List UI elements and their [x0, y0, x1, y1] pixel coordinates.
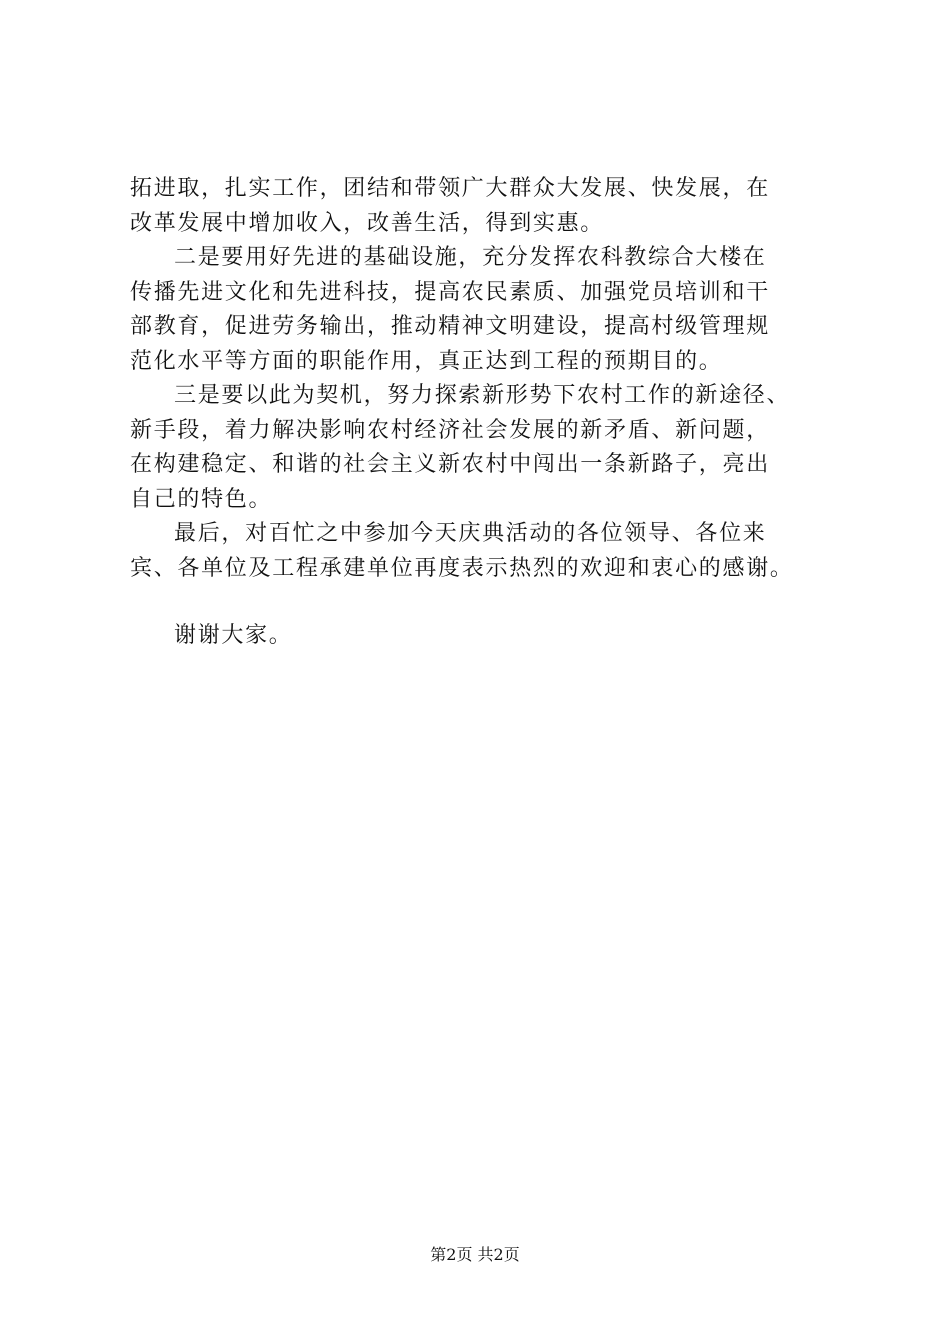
paragraph-line: 二是要用好先进的基础设施，充分发挥农科教综合大楼在	[174, 245, 767, 270]
page-number-footer: 第2页 共2页	[430, 1245, 520, 1264]
paragraph-gap	[130, 586, 850, 619]
paragraph-line: 改革发展中增加收入，改善生活，得到实惠。	[130, 210, 605, 236]
closing-line: 谢谢大家。	[174, 623, 293, 648]
paragraph-line: 宾、各单位及工程承建单位再度表示热烈的欢迎和衷心的感谢。	[130, 555, 794, 581]
paragraph-line: 部教育，促进劳务输出，推动精神文明建设，提高村级管理规	[130, 314, 770, 339]
paragraph-line: 最后，对百忙之中参加今天庆典活动的各位领导、各位来	[174, 521, 767, 546]
paragraph-line: 三是要以此为契机，努力探索新形势下农村工作的新途径、	[174, 383, 791, 408]
document-body	[130, 172, 850, 654]
paragraph-line: 新手段，着力解决影响农村经济社会发展的新矛盾、新问题，	[130, 417, 770, 443]
paragraph-line: 自己的特色。	[130, 486, 273, 512]
paragraph-line: 拓进取，扎实工作，团结和带领广大群众大发展、快发展，在	[130, 176, 770, 201]
paragraph-line: 在构建稳定、和谐的社会主义新农村中闯出一条新路子，亮出	[130, 452, 770, 477]
paragraph-line: 范化水平等方面的职能作用，真正达到工程的预期目的。	[130, 348, 723, 374]
paragraph-line: 传播先进文化和先进科技，提高农民素质、加强党员培训和干	[130, 279, 770, 305]
